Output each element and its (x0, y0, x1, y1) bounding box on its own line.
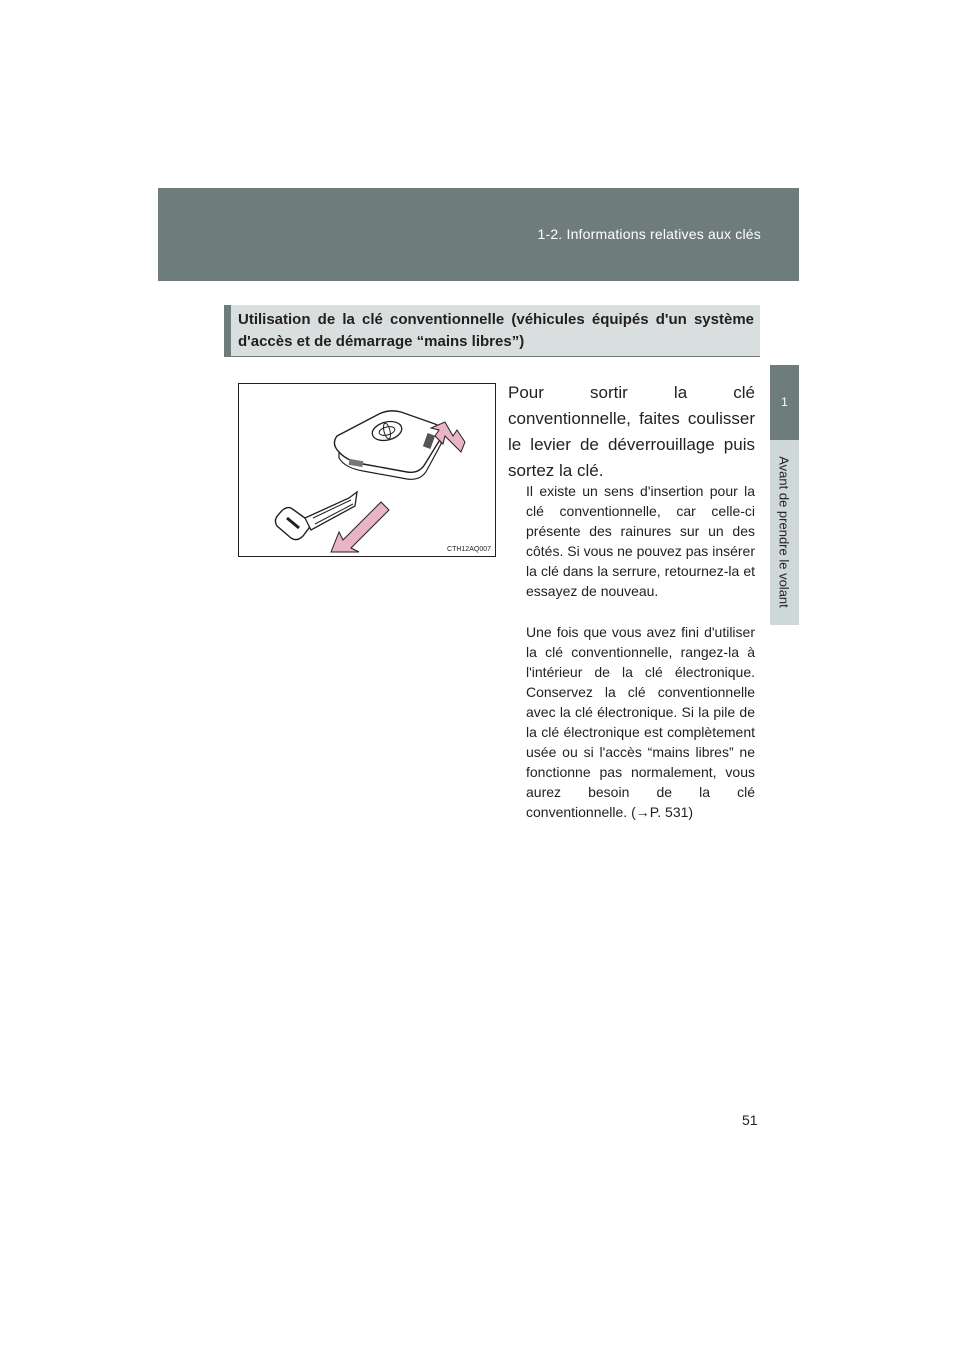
section-heading (224, 305, 760, 357)
section-heading-text: Utilisation de la clé conventionnelle (véhicules équipés d'un système d'accès et de démarrage “mains libres”) (238, 311, 754, 350)
header-band (158, 188, 799, 281)
page-number: 51 (742, 1112, 758, 1128)
note-storage: Une fois que vous avez fini d'utiliser la clé conventionnelle, rangez-la à l'intérieur de la clé électronique. Conservez la clé conventionnelle avec la clé électronique. Si la pile de la clé électronique est complètement usée ou si l'accès “mains libres” ne fonctionne pas normalement, vous aurez besoin de la clé conventionnelle. (→P. 531) (526, 624, 755, 820)
chapter-tab (770, 365, 799, 440)
push-arrow-icon (431, 422, 465, 452)
chapter-number: 1 (781, 395, 788, 409)
note-insertion-direction: Il existe un sens d'insertion pour la clé conventionnelle, car celle-ci présente des rainures sur un des côtés. Si vous ne pouvez pas insérer la clé dans la serrure, retournez-la et essayez de nouveau. (526, 483, 755, 599)
key-illustration-drawing (239, 384, 495, 556)
instruction-text: Pour sortir la clé conventionnelle, faites coulisser le levier de déverrouillage puis sortez la clé. (508, 383, 755, 480)
key-illustration (238, 383, 496, 557)
chapter-title: Avant de prendre le volant (776, 456, 792, 608)
header-section-title: 1-2. Informations relatives aux clés (537, 226, 761, 242)
mechanical-key (275, 492, 357, 540)
figure-code: CTH12AQ007 (447, 546, 491, 553)
section-heading-bar (224, 305, 231, 356)
